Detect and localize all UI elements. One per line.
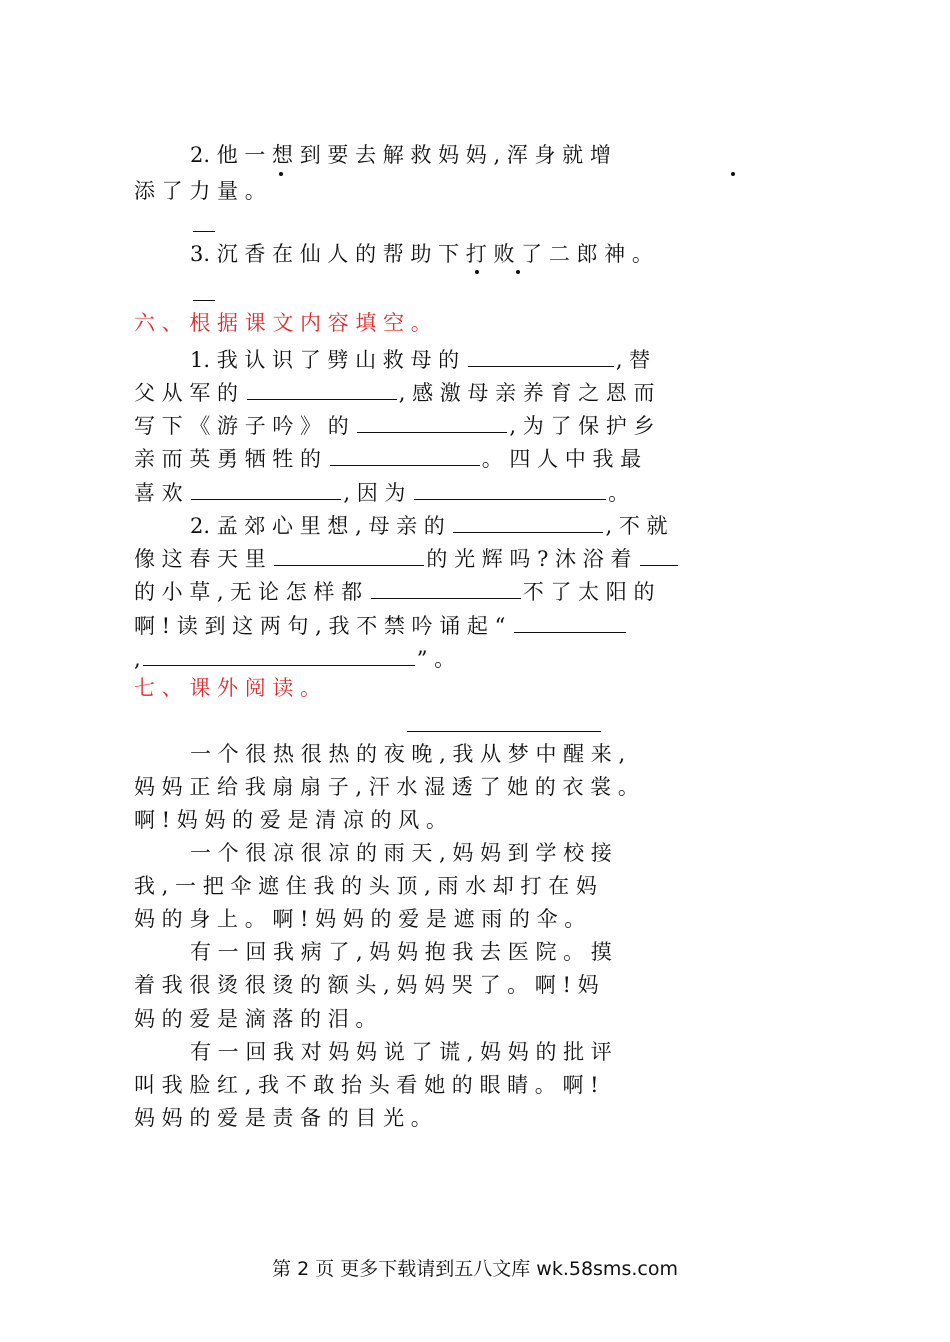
fill-blank[interactable] xyxy=(468,346,614,367)
q1-line5: 喜 欢 , 因 为 。 xyxy=(134,481,630,505)
fill-blank[interactable] xyxy=(330,445,480,466)
p3-line1: 有 一 回 我 病 了 , 妈 妈 抱 我 去 医 院 。 摸 xyxy=(190,940,612,964)
q2-line5: , ” 。 xyxy=(134,647,456,671)
q1-line1: 1. 我 认 识 了 劈 山 救 母 的 , 替 xyxy=(190,348,651,372)
emphasis-dot xyxy=(731,172,735,176)
fill-blank[interactable] xyxy=(191,479,341,500)
item3-line1: 3. 沉 香 在 仙 人 的 帮 助 下 打 败 了 二 郎 神 。 xyxy=(190,242,653,266)
fill-blank[interactable] xyxy=(143,645,415,666)
q2-line1: 2. 孟 郊 心 里 想 , 母 亲 的 , 不 就 xyxy=(190,514,668,538)
fill-blank[interactable] xyxy=(274,545,424,566)
p2-line2: 我 , 一 把 伞 遮 住 我 的 头 顶 , 雨 水 却 打 在 妈 xyxy=(134,874,597,898)
fill-blank[interactable] xyxy=(453,512,603,533)
p3-line3: 妈 的 爱 是 滴 落 的 泪 。 xyxy=(134,1007,377,1031)
p2-line3: 妈 的 身 上 。 啊 ! 妈 妈 的 爱 是 遮 雨 的 伞 。 xyxy=(134,907,586,931)
fill-blank[interactable] xyxy=(247,379,397,400)
section6-heading: 六 、 根 据 课 文 内 容 填 空 。 xyxy=(134,311,432,335)
p1-line3: 啊 ! 妈 妈 的 爱 是 清 凉 的 风 。 xyxy=(134,808,447,832)
q1-line4: 亲 而 英 勇 牺 牲 的 。 四 人 中 我 最 xyxy=(134,447,642,471)
answer-line xyxy=(193,300,215,301)
page-footer: 第 2 页 更多下载请到五八文库 wk.58sms.com xyxy=(272,1258,678,1280)
p1-line2: 妈 妈 正 给 我 扇 扇 子 , 汗 水 湿 透 了 她 的 衣 裳 。 xyxy=(134,775,639,799)
item2-line1: 2. 他 一 想 到 要 去 解 救 妈 妈 , 浑 身 就 增 xyxy=(190,143,611,167)
q1-line3: 写 下 《 游 子 吟 》 的 , 为 了 保 护 乡 xyxy=(134,414,655,438)
section7-heading: 七 、 课 外 阅 读 。 xyxy=(134,676,322,700)
fill-blank[interactable] xyxy=(640,545,678,566)
fill-blank[interactable] xyxy=(371,578,521,599)
fill-blank[interactable] xyxy=(357,412,507,433)
p4-line2: 叫 我 脸 红 , 我 不 敢 抬 头 看 她 的 眼 睛 。 啊 ! xyxy=(134,1073,599,1097)
p1-line1: 一 个 很 热 很 热 的 夜 晚 , 我 从 梦 中 醒 来 , xyxy=(190,742,626,766)
answer-line xyxy=(193,231,215,232)
emphasis-dot xyxy=(475,270,479,274)
emphasis-dot xyxy=(516,270,520,274)
p2-line1: 一 个 很 凉 很 凉 的 雨 天 , 妈 妈 到 学 校 接 xyxy=(190,841,612,865)
q1-line2: 父 从 军 的 , 感 激 母 亲 养 育 之 恩 而 xyxy=(134,381,655,405)
fill-blank[interactable] xyxy=(514,612,626,633)
fill-blank[interactable] xyxy=(414,479,606,500)
p3-line2: 着 我 很 烫 很 烫 的 额 头 , 妈 妈 哭 了 。 啊 ! 妈 xyxy=(134,973,599,997)
emphasis-dot xyxy=(279,172,283,176)
p4-line3: 妈 妈 的 爱 是 责 备 的 目 光 。 xyxy=(134,1106,432,1130)
p4-line1: 有 一 回 我 对 妈 妈 说 了 谎 , 妈 妈 的 批 评 xyxy=(190,1040,612,1064)
q2-line4: 啊 ! 读 到 这 两 句 , 我 不 禁 吟 诵 起 “ xyxy=(134,612,950,637)
title-blank[interactable] xyxy=(407,731,601,732)
q2-line3: 的 小 草 , 无 论 怎 样 都 不 了 太 阳 的 xyxy=(134,580,655,604)
item2-line2: 添 了 力 量 。 xyxy=(134,179,266,203)
q2-line2: 像 这 春 天 里 的 光 辉 吗 ? 沐 浴 着 xyxy=(134,545,950,570)
